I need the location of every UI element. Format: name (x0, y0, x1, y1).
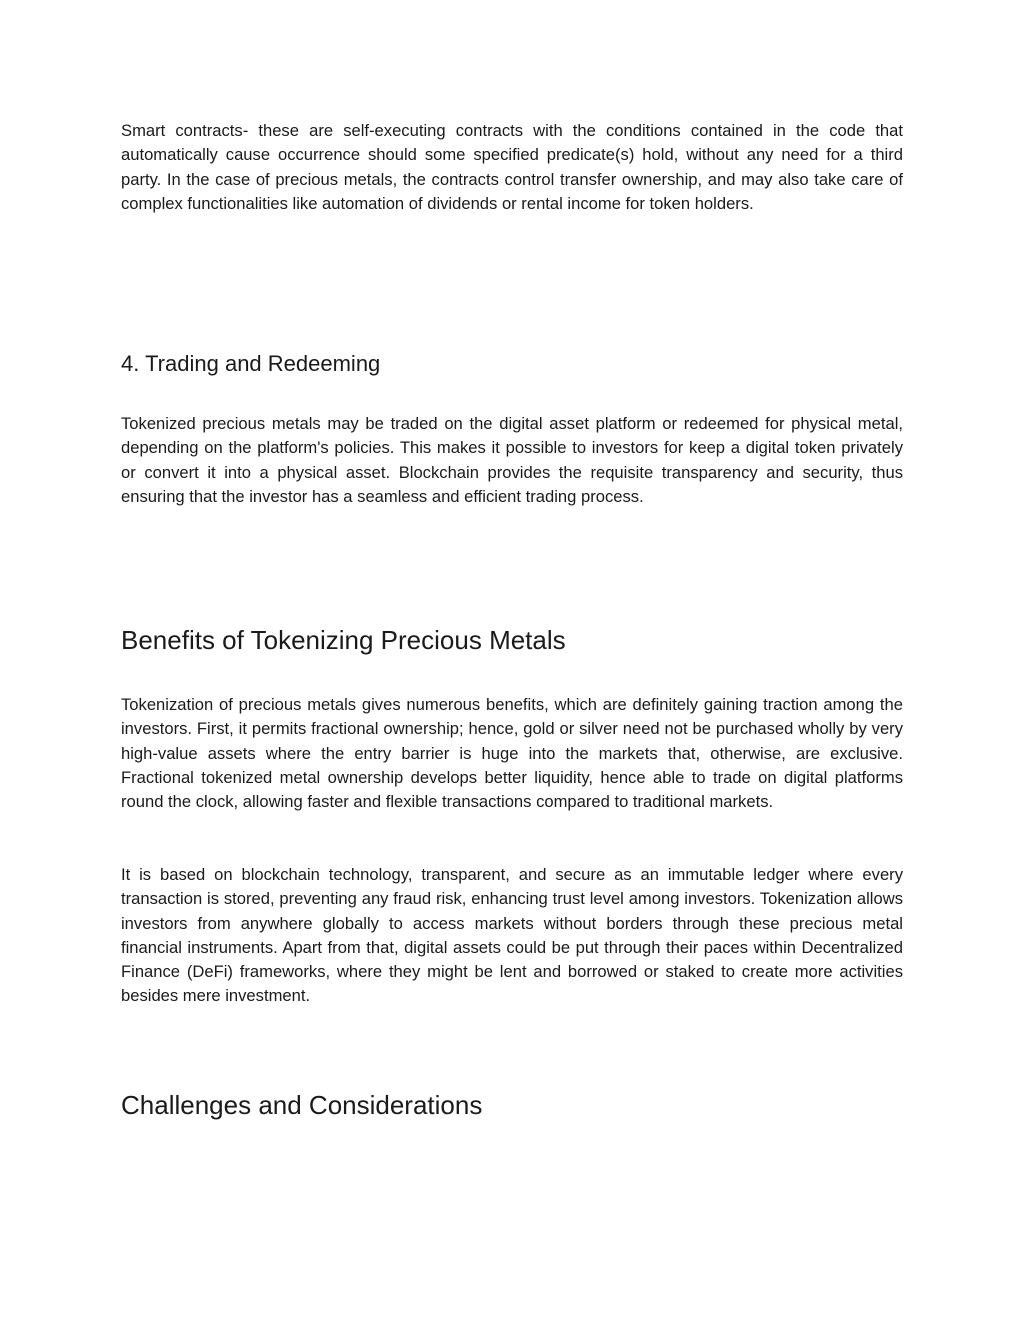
paragraph-benefits-2: It is based on blockchain technology, transparent, and secure as an immutable ledger where every transaction is stored, preventing any fraud risk, enhancing trust level among investors. Tokenization allows investors from anywhere globally to access markets without borders through these precious metal financial instruments. Apart from that, digital assets could be put through their paces within Decentralized Finance (DeFi) frameworks, where they might be lent and borrowed or staked to create more activities besides mere investment. (121, 865, 903, 1006)
heading-benefits: Benefits of Tokenizing Precious Metals (121, 625, 566, 655)
heading-challenges: Challenges and Considerations (121, 1090, 483, 1120)
paragraph-trading-and-redeeming: Tokenized precious metals may be traded on the digital asset platform or redeemed for physical metal, depending on the platform's policies. This makes it possible to investors for keep a digital token privately or convert it into a physical asset. Blockchain provides the requisite transparency and security, thus ensuring that the investor has a seamless and efficient trading process. (121, 414, 903, 506)
paragraph-benefits-1: Tokenization of precious metals gives numerous benefits, which are definitely gaining traction among the investors. First, it permits fractional ownership; hence, gold or silver need not be purchased wholly by very high-value assets where the entry barrier is huge into the markets that, otherwise, are exclusive. Fractional tokenized metal ownership develops better liquidity, hence able to trade on digital platforms round the clock, allowing faster and flexible transactions compared to traditional markets. (121, 695, 903, 812)
heading-trading-and-redeeming: 4. Trading and Redeeming (121, 351, 381, 376)
paragraph-smart-contracts: Smart contracts- these are self-executing contracts with the conditions contained in the code that automatically cause occurrence should some specified predicate(s) hold, without any need for a third party. In the case of precious metals, the contracts control transfer ownership, and may also take care of complex functionalities like automation of dividends or rental income for token holders. (121, 121, 903, 213)
